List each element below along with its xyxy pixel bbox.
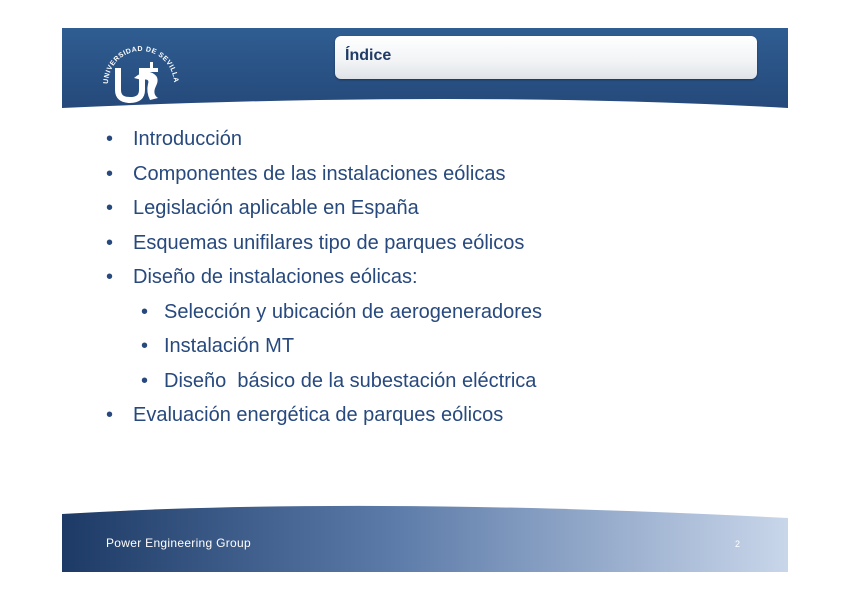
slide-title: Índice: [345, 47, 392, 64]
slide: UNIVERSIDAD DE SEVILLA Índice • Introducción • Componentes de las instalaciones eólicas • Legislación aplicable en España • Esquemas unifilares tipo de parques eólicos • Diseño de instalaciones eólicas: • Selección y ubicación de aerogeneradores • Instalación MT • Diseño básico de la subestación eléctrica • Evaluación energética de parques eólicos Power Engineering Group 2: [62, 28, 788, 572]
title-box: [335, 36, 757, 79]
bullet-dot-icon: •: [106, 404, 114, 426]
university-logo-icon: [98, 38, 184, 106]
bullet-dot-icon: •: [141, 300, 149, 323]
bullet-dot-icon: •: [141, 369, 149, 392]
footer-group-name: Power Engineering Group: [106, 536, 251, 550]
page-number: 2: [735, 539, 741, 549]
bullet-dot-icon: •: [141, 335, 149, 357]
bullet-dot-icon: •: [106, 128, 114, 150]
bullet-dot-icon: •: [106, 231, 114, 254]
bullet-dot-icon: •: [106, 162, 114, 185]
bullet-dot-icon: •: [106, 197, 114, 219]
logo-arc-text: UNIVERSIDAD DE SEVILLA: [102, 45, 180, 85]
bullet-dot-icon: •: [106, 266, 114, 288]
